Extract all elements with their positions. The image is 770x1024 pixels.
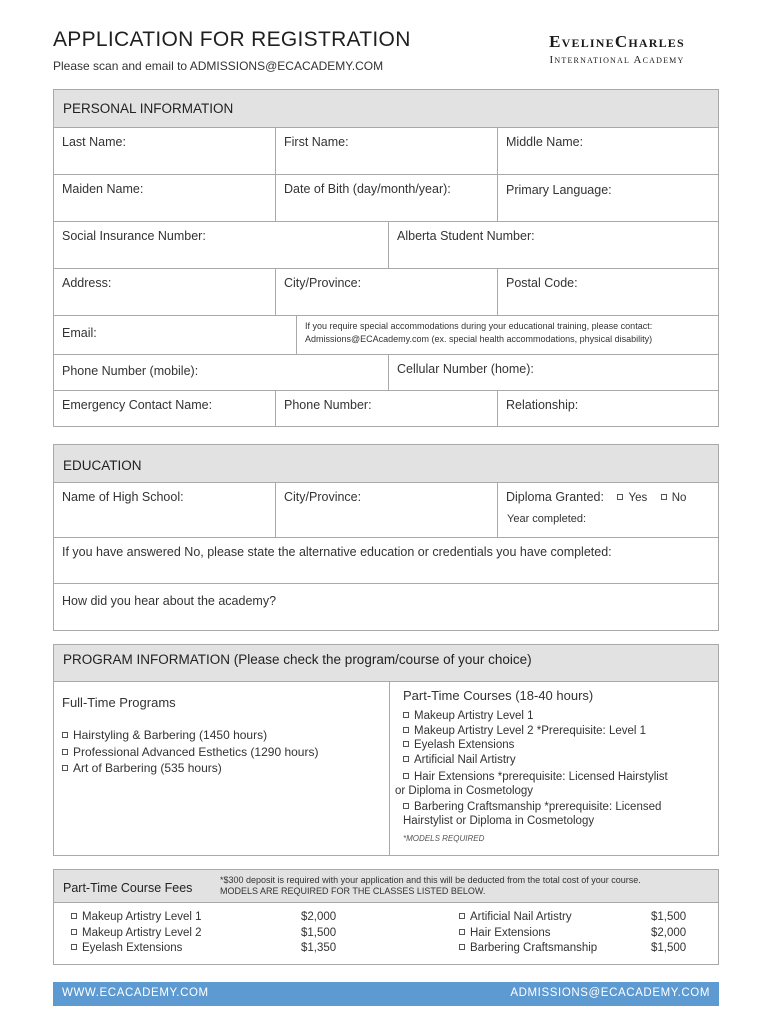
part-time-course-option-checkbox[interactable]: [403, 756, 409, 762]
full-time-program-option-checkbox[interactable]: [62, 749, 68, 755]
fees-right-column: [449, 910, 718, 957]
part-time-courses-list: [403, 709, 710, 767]
fee-price: $2,000: [651, 926, 687, 939]
fees-section-heading: Part-Time Course Fees: [63, 881, 193, 895]
fee-row: [459, 910, 718, 926]
fees-deposit-note: *$300 deposit is required with your application and this will be deducted from the total cost of your course. MODELS ARE REQUIRED FOR THE CLASSES LISTED BELOW.: [220, 874, 641, 896]
education-section: [53, 444, 719, 631]
fee-course-name: Eyelash Extensions: [82, 942, 183, 954]
footer-email-link[interactable]: ADMISSIONS@ECACADEMY.COM: [510, 987, 710, 999]
accommodation-note: If you require special accommodations during your educational training, please contact: Admissions@ECAcademy.com (ex. special health accommodations, physical disability): [305, 321, 653, 344]
fee-course-checkbox[interactable]: [459, 929, 465, 935]
logo-main-text: EvelineCharles: [549, 32, 685, 51]
part-time-course-option[interactable]: [403, 753, 710, 768]
last-name-field[interactable]: Last Name:: [54, 128, 276, 174]
fee-course-name: Makeup Artistry Level 2: [82, 926, 202, 939]
fee-course-name: Hair Extensions: [470, 926, 551, 939]
part-time-course-option-label: Eyelash Extensions: [414, 739, 515, 751]
program-information-section: [53, 644, 719, 856]
part-time-course-option-label: Makeup Artistry Level 1: [414, 710, 534, 722]
footer-website-link[interactable]: WWW.ECACADEMY.COM: [62, 987, 209, 999]
fee-course-checkbox[interactable]: [459, 913, 465, 919]
diploma-granted-field: [498, 483, 718, 537]
fee-row: [459, 941, 718, 957]
fee-row: [71, 941, 449, 957]
full-time-program-option-label: Hairstyling & Barbering (1450 hours): [73, 728, 268, 742]
fee-course-option[interactable]: [71, 910, 301, 926]
full-time-programs-list: [62, 727, 381, 777]
models-required-note: *MODELS REQUIRED: [403, 834, 485, 843]
fee-row: [459, 926, 718, 942]
page-title: APPLICATION FOR REGISTRATION: [53, 28, 411, 51]
diploma-yes-option[interactable]: [617, 492, 647, 504]
fee-course-option[interactable]: [459, 926, 651, 942]
phone-home-field[interactable]: Cellular Number (home):: [397, 362, 534, 376]
hear-about-academy-field[interactable]: How did you hear about the academy?: [62, 594, 277, 608]
full-time-program-option[interactable]: [62, 760, 381, 777]
city-province-field[interactable]: City/Province:: [276, 269, 498, 315]
barbering-craftsmanship-checkbox[interactable]: [403, 803, 409, 809]
footer-bar: [53, 982, 719, 1006]
address-field[interactable]: Address:: [54, 269, 276, 315]
full-time-program-option-label: Professional Advanced Esthetics (1290 hours): [73, 744, 319, 759]
date-of-birth-field[interactable]: Date of Bith (day/month/year):: [276, 175, 498, 221]
barbering-craftsmanship-option[interactable]: [403, 800, 710, 828]
fee-course-checkbox[interactable]: [71, 944, 77, 950]
fee-price: $1,500: [651, 942, 687, 954]
part-time-course-option-label: Makeup Artistry Level 2 *Prerequisite: Level 1: [414, 724, 647, 737]
emergency-phone-field[interactable]: Phone Number:: [276, 391, 498, 427]
part-time-course-option-checkbox[interactable]: [403, 727, 409, 733]
page-subtitle: Please scan and email to ADMISSIONS@ECACADEMY.COM: [53, 59, 384, 73]
relationship-field[interactable]: Relationship:: [506, 398, 579, 412]
maiden-name-field[interactable]: Maiden Name:: [54, 175, 276, 221]
fee-price: $2,000: [301, 911, 337, 923]
academy-logo: [512, 32, 722, 66]
full-time-program-option[interactable]: [62, 727, 381, 744]
fee-course-option[interactable]: [71, 926, 301, 942]
fees-header-bar: [54, 870, 718, 903]
part-time-course-option[interactable]: [403, 724, 710, 739]
hair-extensions-label: Hair Extensions *prerequisite: Licensed Hairstylist: [414, 771, 668, 783]
fee-course-option[interactable]: [71, 941, 301, 957]
fee-course-name: Makeup Artistry Level 1: [82, 911, 202, 923]
logo-sub-text: International Academy: [549, 54, 685, 66]
part-time-courses-panel: [390, 682, 718, 855]
fee-price: $1,350: [301, 942, 337, 954]
postal-code-field[interactable]: Postal Code:: [506, 276, 578, 290]
yes-checkbox[interactable]: [617, 494, 623, 500]
fee-course-checkbox[interactable]: [459, 944, 465, 950]
full-time-programs-title: Full-Time Programs: [62, 695, 176, 710]
fees-left-column: [54, 910, 449, 957]
program-section-heading: PROGRAM INFORMATION (Please check the program/course of your choice): [54, 645, 718, 682]
education-section-heading: EDUCATION: [54, 445, 718, 483]
fee-price: $1,500: [301, 926, 337, 939]
full-time-program-option-checkbox[interactable]: [62, 732, 68, 738]
alberta-student-number-field[interactable]: Alberta Student Number:: [397, 229, 535, 243]
full-time-program-option-label: Art of Barbering (535 hours): [73, 761, 222, 775]
barbering-craftsmanship-label-line2: Hairstylist or Diploma in Cosmetology: [403, 815, 595, 827]
year-completed-field[interactable]: Year completed:: [507, 513, 587, 525]
part-time-course-option-checkbox[interactable]: [403, 712, 409, 718]
social-insurance-number-field[interactable]: Social Insurance Number:: [54, 222, 389, 268]
emergency-contact-name-field[interactable]: Emergency Contact Name:: [54, 391, 276, 427]
part-time-course-option[interactable]: [403, 709, 710, 724]
fee-row: [71, 926, 449, 942]
education-city-province-field[interactable]: City/Province:: [276, 483, 498, 537]
diploma-granted-label: Diploma Granted:: [506, 490, 604, 504]
course-fees-section: [53, 869, 719, 965]
no-label: No: [671, 492, 687, 504]
no-checkbox[interactable]: [661, 494, 667, 500]
hair-extensions-checkbox[interactable]: [403, 773, 409, 779]
personal-information-section: [53, 89, 719, 427]
full-time-programs-panel: [54, 682, 390, 855]
diploma-no-option[interactable]: [661, 492, 687, 504]
yes-label: Yes: [628, 492, 648, 504]
part-time-course-option-label: Artificial Nail Artistry: [414, 753, 516, 766]
middle-name-field[interactable]: Middle Name:: [506, 135, 584, 149]
full-time-program-option-checkbox[interactable]: [62, 765, 68, 771]
fee-course-name: Barbering Craftsmanship: [470, 942, 598, 954]
fee-course-checkbox[interactable]: [71, 913, 77, 919]
part-time-course-option-checkbox[interactable]: [403, 741, 409, 747]
fee-row: [71, 910, 449, 926]
part-time-courses-title: Part-Time Courses (18-40 hours): [403, 688, 594, 703]
fee-course-option[interactable]: [459, 941, 651, 957]
hair-extensions-label-line2: or Diploma in Cosmetology: [395, 784, 534, 797]
high-school-name-field[interactable]: Name of High School:: [54, 483, 276, 537]
email-field[interactable]: Email:: [54, 316, 297, 354]
fee-price: $1,500: [651, 911, 687, 923]
fee-course-option[interactable]: [459, 910, 651, 926]
personal-section-heading: PERSONAL INFORMATION: [54, 90, 718, 128]
alternative-education-field[interactable]: If you have answered No, please state the alternative education or credentials you have completed:: [62, 545, 612, 559]
hair-extensions-option[interactable]: [395, 771, 710, 798]
phone-mobile-field[interactable]: Phone Number (mobile):: [54, 355, 389, 390]
barbering-craftsmanship-label: Barbering Craftsmanship *prerequisite: Licensed: [414, 801, 662, 813]
fee-course-name: Artificial Nail Artistry: [470, 911, 572, 923]
first-name-field[interactable]: First Name:: [276, 128, 498, 174]
primary-language-field[interactable]: Primary Language:: [506, 183, 612, 197]
full-time-program-option[interactable]: [62, 744, 381, 761]
part-time-course-option[interactable]: [403, 738, 710, 753]
fees-list: [54, 903, 718, 957]
fee-course-checkbox[interactable]: [71, 929, 77, 935]
